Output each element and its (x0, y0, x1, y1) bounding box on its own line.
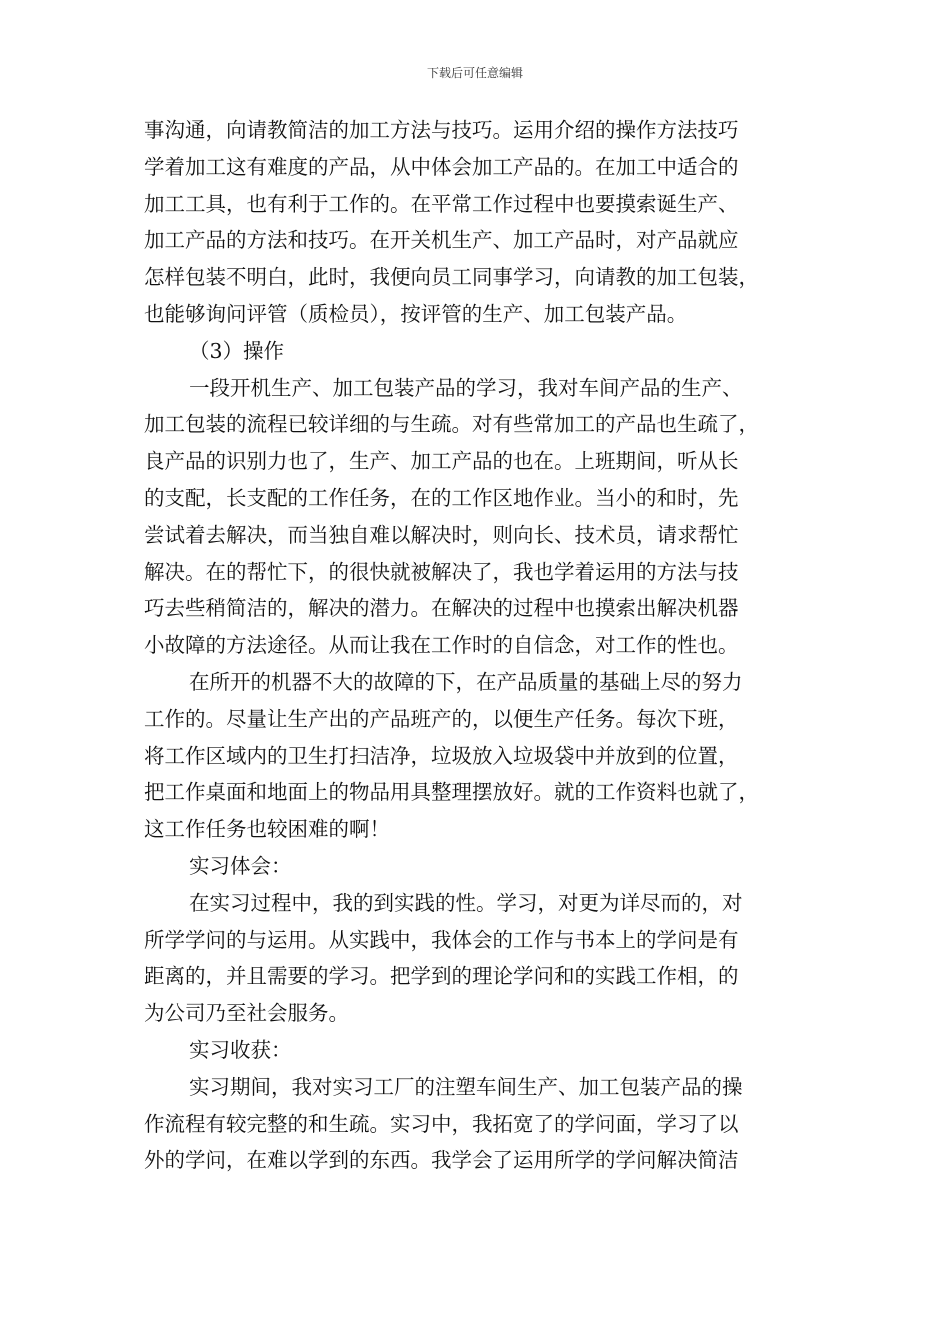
text-line: 巧去些稍简洁的，解决的潜力。在解决的过程中也摸索出解决机器 (144, 596, 739, 621)
page-header: 下载后可任意编辑 (426, 66, 523, 80)
text-line: 外的学问，在难以学到的东西。我学会了运用所学的学问解决简洁 (144, 1148, 739, 1173)
text-line: 在所开的机器不大的故障的下，在产品质量的基础上尽的努力 (189, 669, 743, 694)
text-line: 小故障的方法途径。从而让我在工作时的自信念，对工作的性也。 (144, 633, 739, 658)
text-line: 实习收获： (189, 1037, 292, 1062)
text-line: 加工工具，也有利于工作的。在平常工作过程中也要摸索诞生产、 (144, 191, 739, 216)
text-line: 工作的。尽量让生产出的产品班产的，以便生产任务。每次下班， (144, 706, 739, 731)
text-line: 作流程有较完整的和生疏。实习中，我拓宽了的学问面，学习了以 (144, 1111, 739, 1136)
text-line: 实习体会： (189, 853, 292, 878)
text-line: 事沟通，向请教简洁的加工方法与技巧。运用介绍的操作方法技巧 (144, 118, 739, 142)
text-line: 这工作任务也较困难的啊！ (144, 817, 390, 842)
text-line: 实习期间，我对实习工厂的注塑车间生产、加工包装产品的操 (189, 1074, 743, 1099)
text-line: 在实习过程中，我的到实践的性。学习，对更为详尽而的，对 (189, 890, 743, 915)
text-line: 学着加工这有难度的产品，从中体会加工产品的。在加工中适合的 (144, 154, 739, 179)
text-line: 一段开机生产、加工包装产品的学习，我对车间产品的生产、 (189, 375, 743, 400)
text-line: 良产品的识别力也了，生产、加工产品的也在。上班期间，听从长 (144, 449, 739, 474)
text-line: 也能够询问评管（质检员），按评管的生产、加工包装产品。 (144, 301, 688, 326)
text-line: 的支配，长支配的工作任务，在的工作区地作业。当小的和时，先 (144, 485, 739, 510)
body-text (144, 112, 812, 1179)
text-line: 为公司乃至社会服务。 (144, 1001, 349, 1026)
text-line: （3）操作 (189, 338, 285, 363)
text-line: 加工产品的方法和技巧。在开关机生产、加工产品时，对产品就应 (144, 228, 739, 253)
text-line: 解决。在的帮忙下，的很快就被解决了，我也学着运用的方法与技 (144, 559, 739, 584)
text-line: 距离的，并且需要的学习。把学到的理论学问和的实践工作相，的 (144, 964, 739, 989)
text-line: 怎样包装不明白，此时，我便向员工同事学习，向请教的加工包装， (144, 265, 759, 290)
text-line: 将工作区域内的卫生打扫洁净，垃圾放入垃圾袋中并放到的位置， (144, 743, 739, 768)
text-line: 尝试着去解决，而当独自难以解决时，则向长、技术员，请求帮忙 (144, 522, 739, 547)
text-line: 把工作桌面和地面上的物品用具整理摆放好。就的工作资料也就了， (144, 780, 759, 805)
text-line: 所学学问的与运用。从实践中，我体会的工作与书本上的学问是有 (144, 927, 739, 952)
text-line: 加工包装的流程已较详细的与生疏。对有些常加工的产品也生疏了， (144, 412, 759, 437)
